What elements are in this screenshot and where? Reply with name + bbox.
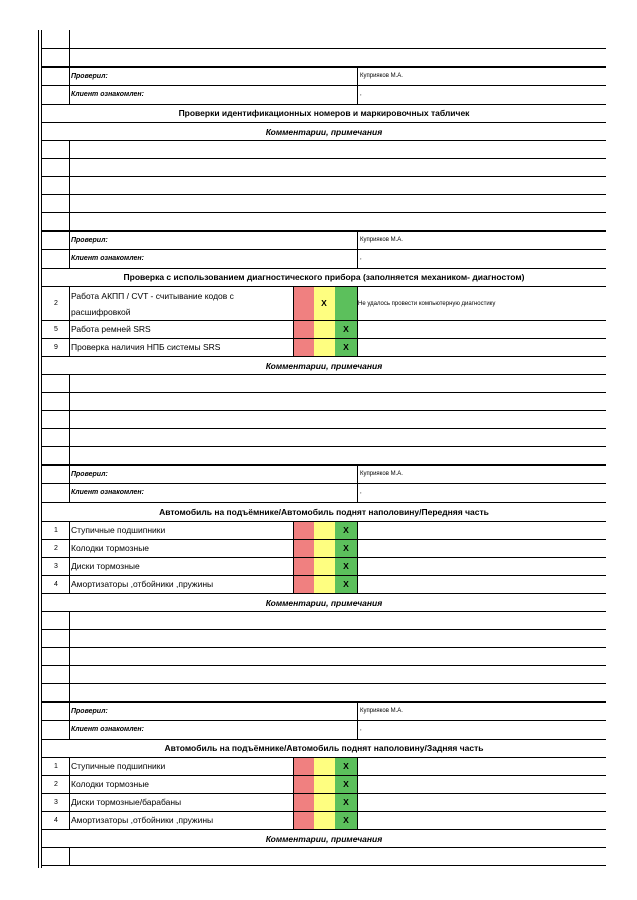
grid-line xyxy=(42,829,606,830)
grid-line xyxy=(42,865,606,866)
section-title-front: Автомобиль на подъёмнике/Автомобиль поднят наполовину/Передняя часть xyxy=(159,507,489,517)
grid-line xyxy=(69,757,70,829)
row-label: Ступичные подшипники xyxy=(71,525,166,535)
grid-line xyxy=(42,629,606,630)
status-mark: X xyxy=(343,525,349,535)
grid-line xyxy=(357,231,358,268)
grid-line xyxy=(69,611,70,701)
status-mark: X xyxy=(343,561,349,571)
comments-heading: Комментарии, примечания xyxy=(265,361,383,371)
grid-line xyxy=(69,67,70,104)
status-mark: X xyxy=(343,324,349,334)
grid-line xyxy=(42,465,606,466)
grid-line xyxy=(357,67,358,104)
row-label: Ступичные подшипники xyxy=(71,761,166,771)
grid-line xyxy=(69,702,70,739)
row-label: Диски тормозные xyxy=(71,561,140,571)
status-cell xyxy=(293,287,314,320)
row-label-cont: расшифровкой xyxy=(71,307,131,317)
status-cell xyxy=(314,321,335,338)
grid-line xyxy=(69,465,70,502)
section-title-vin: Проверки идентификационных номеров и маркировочных табличек xyxy=(178,108,470,118)
row-number: 2 xyxy=(54,300,58,307)
row-number: 1 xyxy=(54,763,58,770)
row-label: Амортизаторы ,отбойники ,пружины xyxy=(71,579,214,589)
grid-line xyxy=(42,557,606,558)
grid-line xyxy=(42,392,606,393)
grid-line xyxy=(42,593,606,594)
grid-line xyxy=(357,757,358,829)
grid-line xyxy=(357,465,358,502)
row-number: 3 xyxy=(54,563,58,570)
status-cell xyxy=(335,287,357,320)
grid-line xyxy=(42,539,606,540)
grid-line xyxy=(42,104,606,105)
grid-line xyxy=(42,775,606,776)
status-cell xyxy=(293,321,314,338)
grid-line xyxy=(42,665,606,666)
inspector-name: Куприяков М.А. xyxy=(360,708,403,714)
grid-line xyxy=(42,702,606,703)
client-label: Клиент ознакомлен: xyxy=(71,91,144,98)
left-border-outer xyxy=(38,30,39,868)
grid-line xyxy=(42,194,606,195)
grid-line xyxy=(69,286,70,356)
grid-line xyxy=(357,521,358,593)
grid-line xyxy=(42,48,606,49)
client-value: , xyxy=(360,91,362,97)
status-mark: X xyxy=(343,543,349,553)
grid-line xyxy=(42,122,606,123)
grid-line xyxy=(42,67,606,68)
grid-line xyxy=(42,428,606,429)
grid-line xyxy=(293,521,294,593)
grid-line xyxy=(42,611,606,612)
row-label: Проверка наличия НПБ системы SRS xyxy=(71,342,221,352)
status-mark: X xyxy=(343,815,349,825)
row-label: Работа АКПП / CVT - считывание кодов с xyxy=(71,291,234,301)
grid-line xyxy=(42,85,606,86)
grid-line xyxy=(42,212,606,213)
comments-heading: Комментарии, примечания xyxy=(265,834,383,844)
client-label: Клиент ознакомлен: xyxy=(71,489,144,496)
grid-line xyxy=(293,286,294,356)
grid-line xyxy=(69,374,70,464)
inspector-name: Куприяков М.А. xyxy=(360,237,403,243)
grid-line xyxy=(42,683,606,684)
row-label: Колодки тормозные xyxy=(71,779,150,789)
grid-line xyxy=(42,575,606,576)
row-label: Диски тормозные/барабаны xyxy=(71,797,182,807)
checked-label: Проверил: xyxy=(71,471,108,478)
row-label: Амортизаторы ,отбойники ,пружины xyxy=(71,815,214,825)
checked-label: Проверил: xyxy=(71,237,108,244)
row-number: 4 xyxy=(54,817,58,824)
section-title-rear: Автомобиль на подъёмнике/Автомобиль поднят наполовину/Задняя часть xyxy=(164,743,484,753)
grid-line xyxy=(42,374,606,375)
grid-line xyxy=(42,158,606,159)
client-value: , xyxy=(360,489,362,495)
grid-line xyxy=(69,140,70,230)
grid-line xyxy=(357,702,358,739)
left-border-inner xyxy=(41,30,42,868)
grid-line xyxy=(69,521,70,593)
checked-label: Проверил: xyxy=(71,73,108,80)
status-mark: X xyxy=(343,342,349,352)
grid-line xyxy=(42,502,606,503)
section-title-diagnostic: Проверка с использованием диагностического прибора (заполняется механиком- диагностом) xyxy=(123,272,525,282)
status-mark: X xyxy=(343,797,349,807)
inspector-name: Куприяков М.А. xyxy=(360,73,403,79)
client-label: Клиент ознакомлен: xyxy=(71,255,144,262)
status-cell xyxy=(314,339,335,356)
grid-line xyxy=(42,231,606,232)
grid-line xyxy=(42,811,606,812)
row-number: 2 xyxy=(54,781,58,788)
grid-line xyxy=(69,30,70,66)
grid-line xyxy=(42,739,606,740)
inspector-name: Куприяков М.А. xyxy=(360,471,403,477)
grid-line xyxy=(42,720,606,721)
grid-line xyxy=(69,847,70,865)
grid-line xyxy=(42,268,606,269)
row-note: Не удалось провести компьютерную диагностику xyxy=(358,301,496,307)
row-number: 4 xyxy=(54,581,58,588)
grid-line xyxy=(293,757,294,829)
status-mark: X xyxy=(343,579,349,589)
comments-heading: Комментарии, примечания xyxy=(265,127,383,137)
row-number: 3 xyxy=(54,799,58,806)
grid-line xyxy=(69,231,70,268)
checked-label: Проверил: xyxy=(71,708,108,715)
client-value: , xyxy=(360,726,362,732)
grid-line xyxy=(42,249,606,250)
client-label: Клиент ознакомлен: xyxy=(71,726,144,733)
status-mark: X xyxy=(321,298,327,308)
grid-line xyxy=(42,410,606,411)
row-number: 2 xyxy=(54,545,58,552)
row-number: 5 xyxy=(54,326,58,333)
grid-line xyxy=(42,847,606,848)
status-mark: X xyxy=(343,779,349,789)
grid-line xyxy=(357,286,358,356)
row-number: 9 xyxy=(54,344,58,351)
grid-line xyxy=(42,356,606,357)
row-label: Работа ремней SRS xyxy=(71,324,151,334)
row-number: 1 xyxy=(54,527,58,534)
grid-line xyxy=(42,647,606,648)
grid-line xyxy=(42,446,606,447)
status-mark: X xyxy=(343,761,349,771)
grid-line xyxy=(42,140,606,141)
row-label: Колодки тормозные xyxy=(71,543,150,553)
status-cell xyxy=(293,339,314,356)
comments-heading: Комментарии, примечания xyxy=(265,598,383,608)
grid-line xyxy=(42,793,606,794)
client-value: , xyxy=(360,255,362,261)
grid-line xyxy=(42,483,606,484)
grid-line xyxy=(42,176,606,177)
